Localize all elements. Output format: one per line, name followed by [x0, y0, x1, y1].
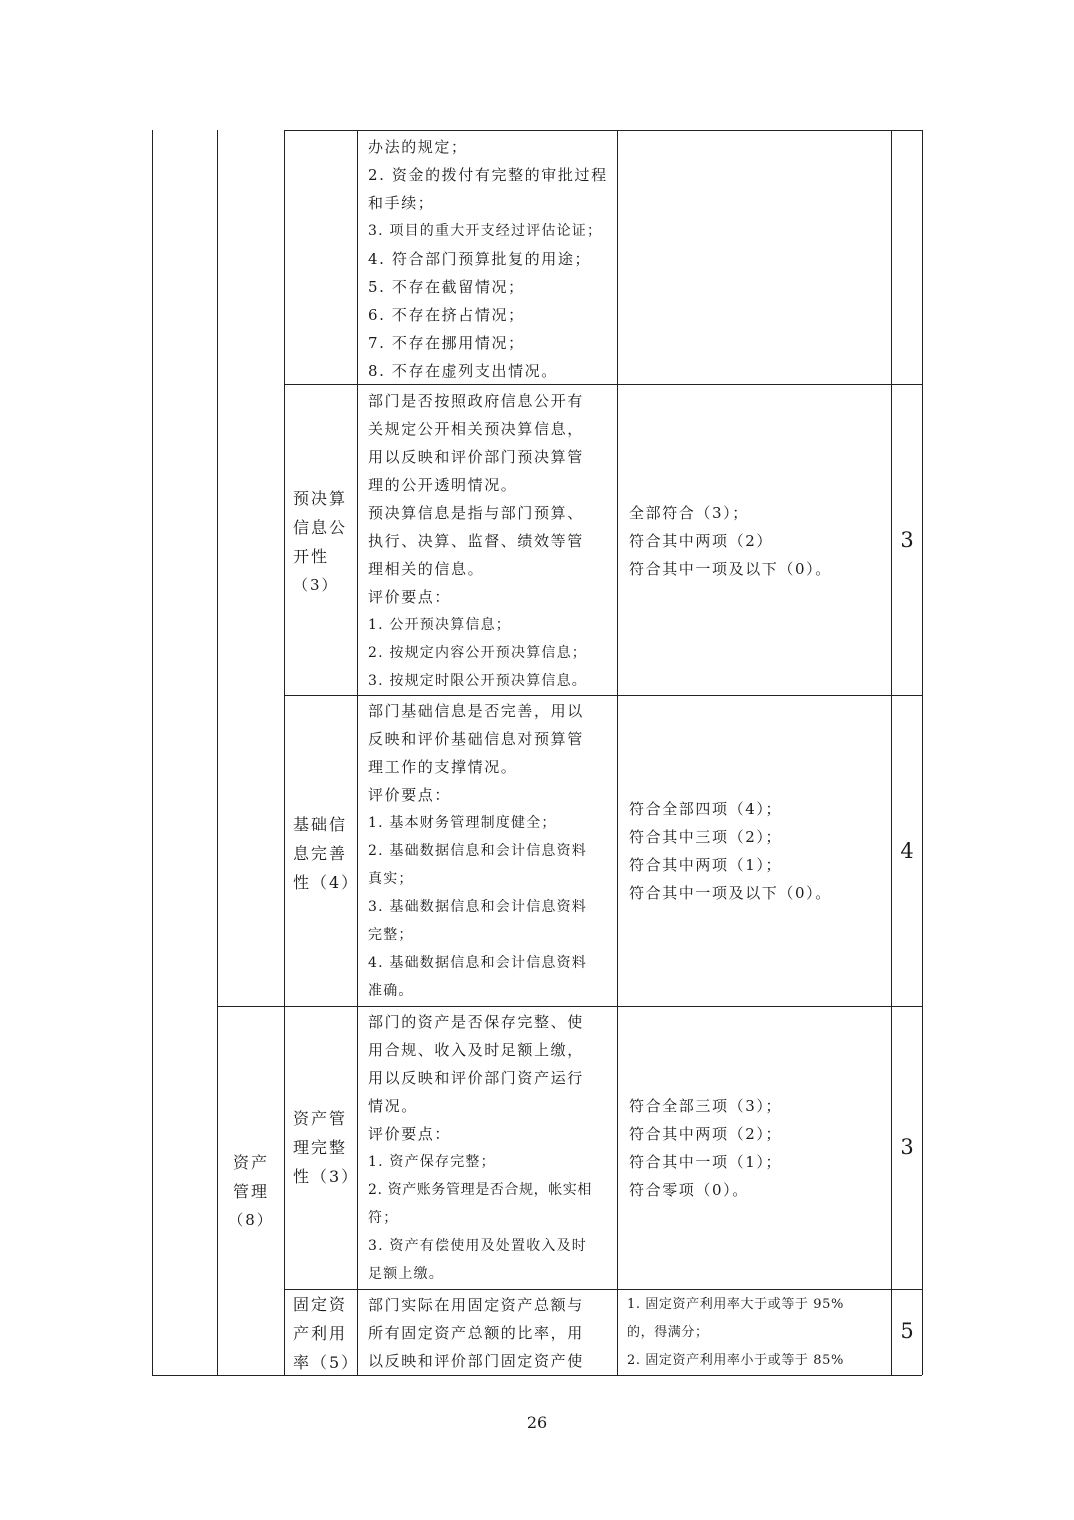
text-line: 部门是否按照政府信息公开有	[368, 392, 584, 410]
text-line: 1. 公开预决算信息；	[368, 617, 512, 633]
table-bottom-border	[152, 1375, 922, 1376]
text-line: 部门的资产是否保存完整、使	[368, 1013, 584, 1031]
text-line: （3）	[293, 576, 339, 594]
text-line: 全部符合（3）；	[629, 504, 749, 522]
text-line: 的，得满分；	[627, 1325, 709, 1340]
text-line: 部门基础信息是否完善，用以	[368, 702, 584, 720]
text-line: 符合其中一项及以下（0）。	[629, 560, 832, 578]
row-2-score: 4	[900, 839, 914, 863]
text-line: 2. 基础数据信息和会计信息资料	[368, 843, 588, 859]
text-line: 5. 不存在截留情况；	[368, 278, 525, 296]
text-line: 4. 符合部门预算批复的用途；	[368, 250, 592, 268]
row-2-description	[368, 697, 587, 1005]
row-2-indicator	[293, 810, 360, 897]
row-4-criteria	[627, 1291, 844, 1375]
text-line: （8）	[228, 1211, 274, 1229]
text-line: 符合全部三项（3）；	[629, 1097, 783, 1115]
text-line: 管理	[232, 1182, 269, 1201]
text-line: 完整；	[368, 927, 414, 943]
row-divider-4	[284, 1289, 922, 1290]
row-4-score: 5	[900, 1319, 914, 1343]
text-line: 7. 不存在挪用情况；	[368, 334, 525, 352]
text-line: 用以反映和评价部门预决算管	[368, 448, 584, 466]
row-0-description	[368, 133, 608, 385]
row-3-indicator	[293, 1104, 360, 1191]
table-top-border	[284, 130, 922, 131]
row-1-criteria	[629, 499, 832, 583]
text-line: 基础信	[293, 815, 348, 834]
text-line: 执行、决算、监督、绩效等管	[368, 532, 584, 550]
table-border-right	[922, 130, 923, 1375]
column-divider-2	[284, 130, 285, 1375]
text-line: 符合其中一项及以下（0）。	[629, 884, 832, 902]
text-line: 符合其中两项（2）；	[629, 1125, 783, 1143]
text-line: 资产管	[293, 1109, 348, 1128]
row-3-criteria	[629, 1092, 782, 1204]
text-line: 2. 固定资产利用率小于或等于 85%	[627, 1353, 844, 1368]
text-line: 固定资	[293, 1295, 348, 1314]
text-line: 理相关的信息。	[368, 560, 485, 578]
row-4-description	[368, 1291, 584, 1375]
row-3-score: 3	[900, 1135, 914, 1159]
text-line: 1. 资产保存完整；	[368, 1154, 496, 1170]
text-line: 1. 基本财务管理制度健全；	[368, 815, 557, 831]
text-line: 部门实际在用固定资产总额与	[368, 1296, 584, 1314]
text-line: 符合其中一项（1）；	[629, 1153, 783, 1171]
text-line: 准确。	[368, 983, 414, 999]
text-line: 3. 资产有偿使用及处置收入及时	[368, 1238, 588, 1254]
row-1-description	[368, 387, 587, 695]
row-3-description	[368, 1008, 592, 1288]
text-line: 资产	[232, 1153, 269, 1172]
text-line: 信息公	[293, 518, 348, 537]
text-line: 评价要点：	[368, 588, 452, 606]
text-line: 6. 不存在挤占情况；	[368, 306, 525, 324]
row-divider-3	[217, 1006, 922, 1007]
page-number: 26	[526, 1413, 548, 1432]
text-line: 关规定公开相关预决算信息，	[368, 420, 584, 438]
text-line: 用合规、收入及时足额上缴，	[368, 1041, 584, 1059]
text-line: 开性	[293, 547, 330, 566]
row-2-criteria	[629, 795, 832, 907]
text-line: 办法的规定；	[368, 138, 468, 156]
text-line: 足额上缴。	[368, 1266, 444, 1282]
text-line: 3. 按规定时限公开预决算信息。	[368, 673, 588, 689]
text-line: 理完整	[293, 1138, 348, 1157]
text-line: 率（5）	[293, 1353, 360, 1372]
text-line: 2. 按规定内容公开预决算信息；	[368, 645, 588, 661]
table-border-left	[152, 130, 153, 1375]
category-asset-management	[218, 1148, 284, 1235]
text-line: 符合零项（0）。	[629, 1181, 749, 1199]
text-line: 3. 项目的重大开支经过评估论证；	[368, 223, 603, 239]
text-line: 预决算信息是指与部门预算、	[368, 504, 584, 522]
text-line: 息完善	[293, 844, 348, 863]
text-line: 理的公开透明情况。	[368, 476, 518, 494]
text-line: 评价要点：	[368, 1125, 452, 1143]
text-line: 用以反映和评价部门资产运行	[368, 1069, 584, 1087]
text-line: 2. 资产账务管理是否合规，帐实相	[368, 1182, 593, 1198]
text-line: 3. 基础数据信息和会计信息资料	[368, 899, 588, 915]
text-line: 性（3）	[293, 1167, 360, 1186]
text-line: 理工作的支撑情况。	[368, 758, 518, 776]
text-line: 符；	[368, 1210, 399, 1226]
row-4-indicator	[293, 1290, 360, 1377]
text-line: 和手续；	[368, 194, 435, 212]
text-line: 符合其中两项（1）；	[629, 856, 783, 874]
text-line: 以反映和评价部门固定资产使	[368, 1352, 584, 1370]
row-1-indicator	[293, 484, 353, 600]
column-divider-5	[891, 130, 892, 1375]
text-line: 符合其中三项（2）；	[629, 828, 783, 846]
text-line: 真实；	[368, 871, 414, 887]
text-line: 8. 不存在虚列支出情况。	[368, 362, 558, 380]
text-line: 产利用	[293, 1324, 348, 1343]
text-line: 4. 基础数据信息和会计信息资料	[368, 955, 588, 971]
text-line: 所有固定资产总额的比率，用	[368, 1324, 584, 1342]
text-line: 预决算	[293, 489, 348, 508]
text-line: 性（4）	[293, 873, 360, 892]
row-divider-2	[284, 695, 922, 696]
text-line: 1. 固定资产利用率大于或等于 95%	[627, 1297, 844, 1312]
text-line: 符合全部四项（4）；	[629, 800, 783, 818]
column-divider-3	[357, 130, 358, 1375]
text-line: 评价要点：	[368, 786, 452, 804]
text-line: 符合其中两项（2）	[629, 532, 773, 550]
row-1-score: 3	[900, 528, 914, 552]
text-line: 情况。	[368, 1097, 418, 1115]
text-line: 2. 资金的拨付有完整的审批过程	[368, 166, 608, 184]
column-divider-4	[617, 130, 618, 1375]
text-line: 反映和评价基础信息对预算管	[368, 730, 584, 748]
